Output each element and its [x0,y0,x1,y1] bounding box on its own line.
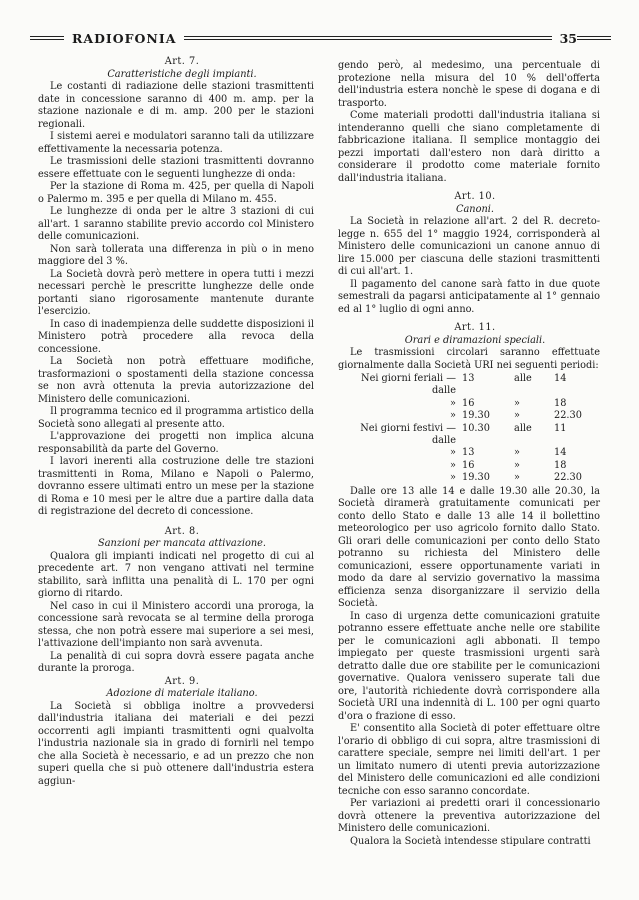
paragraph: La Società si obbliga inoltre a provvedersi dall'industria italiana dei materiali e dei pezzi occorrenti agli impianti trasmittenti ogni qualvolta l'industria nazionale sia in grado di fornirli nel tempo che alla Società è necessario, e ad un prezzo che non superi quella che si può ottenere dall'industria estera aggiun- [38,700,314,787]
schedule-to-label: » [514,410,520,422]
paragraph: Le costanti di radiazione delle stazioni trasmittenti date in concessione saranno di 400 m. amp. per la stazione nazionale e di m. amp. 200 per le stazioni regionali. [38,81,314,130]
art10-heading: Art. 10. [454,191,496,202]
art11-heading: Art. 11. [454,322,496,333]
schedule-row [338,398,600,410]
schedule-to-label: alle [514,373,532,384]
schedule-label: Nei giorni feriali — dalle [361,373,456,397]
schedule-to-label: » [514,447,520,459]
schedule-from: 13 [462,447,475,459]
art10-subtitle: Canoni. [456,203,494,215]
schedule-to: 11 [554,422,567,434]
schedule-label: » [450,410,456,422]
art7-heading: Art. 7. [164,56,200,67]
paragraph: Il programma tecnico ed il programma artistico della Società sono allegati al presente atto. [38,406,314,430]
paragraph: Per la stazione di Roma m. 425, per quella di Napoli o Palermo m. 395 e per quella di Milano m. 455. [38,181,314,205]
schedule-to: 18 [554,397,567,409]
schedule-row [338,373,600,398]
paragraph: La Società dovrà però mettere in opera tutti i mezzi necessari perchè le prescritte lunghezze delle onde portanti siano rigorosamente mantenute durante l'esercizio. [38,268,314,317]
paragraph: I sistemi aerei e modulatori saranno tali da utilizzare effettivamente la necessaria potenza. [38,131,314,155]
paragraph: Come materiali prodotti dall'industria italiana si intenderanno quelli che siano completamente di fabbricazione italiana. Il semplice montaggio dei pezzi importati dall'estero non darà diritto a considerare il prodotto come materiale fornito dall'industria italiana. [338,110,600,184]
schedule-row [338,410,600,422]
schedule-from: 16 [462,397,475,409]
art8-subtitle: Sanzioni per mancata attivazione. [98,538,266,549]
schedule-table [338,373,600,485]
paragraph: Il pagamento del canone sarà fatto in due quote semestrali da pagarsi anticipatamente al 1° gennaio ed al 1° luglio di ogni anno. [338,278,600,315]
schedule-from: 19.30 [462,472,490,484]
schedule-row [338,423,600,448]
paragraph: gendo però, al medesimo, una percentuale di protezione nella misura del 10 % dell'offerta dell'industria estera nonchè le spese di dogana e di trasporto. [338,60,600,109]
paragraph: Non sarà tollerata una differenza in più o in meno maggiore del 3 %. [38,243,314,267]
right-column [338,60,600,890]
paragraph: In caso di urgenza dette comunicazioni gratuite potranno essere effettuate anche nelle ore stabilite per le comunicazioni agli abbonati. Il tempo impiegato per queste trasmissioni urgenti sarà detratto dalle due ore stabilite per le comunicazioni governative. Qualora venissero superate tali due ore, l'autorità richiedente dovrà corrispondere alla Società URI una indennità di L. 100 per ogni quarto d'ora o frazione di esso. [338,610,600,722]
schedule-label: » [450,397,456,409]
schedule-label: Nei giorni festivi — dalle [360,422,456,447]
page-header [30,30,611,46]
art9-heading: Art. 9. [164,675,200,687]
paragraph: In caso di inadempienza delle suddette disposizioni il Ministero potrà procedere alla revoca della concessione. [38,318,314,355]
schedule-row [338,447,600,459]
art9-subtitle: Adozione di materiale italiano. [106,688,258,699]
schedule-from: 10.30 [462,422,490,434]
left-column [38,56,314,890]
art8-heading: Art. 8. [164,525,200,537]
schedule-to: 18 [554,459,567,471]
paragraph: Le trasmissioni delle stazioni trasmittenti dovranno essere effettuate con le seguenti lunghezze di onda: [38,156,314,180]
paragraph: Qualora la Società intendesse stipulare contratti [350,835,591,847]
schedule-to-label: » [514,459,520,471]
page-number: 35 [559,30,577,46]
paragraph: La Società non potrà effettuare modifiche, trasformazioni o spostamenti della stazione concessa se non avrà ottenuta la previa autorizzazione del Ministero delle comunicazioni. [38,356,314,405]
paragraph: Le trasmissioni circolari saranno effettuate giornalmente dalla Società URI nei seguenti periodi: [338,347,600,371]
schedule-to-label: » [514,472,520,484]
schedule-from: 13 [462,373,475,384]
schedule-to-label: » [514,397,520,409]
paragraph: E' consentito alla Società di poter effettuare oltre l'orario di obbligo di cui sopra, altre trasmissioni di carattere speciale, sempre nei limiti dell'art. 1 per un limitato numero di utenti previa autorizzazione del Ministero delle comunicazioni ed alle condizioni tecniche con esso saranno concordate. [338,723,600,797]
art7-subtitle: Caratteristiche degli impianti. [107,68,257,80]
schedule-to: 22.30 [554,410,582,422]
paragraph: L'approvazione dei progetti non implica alcuna responsabilità da parte del Governo. [38,431,314,455]
paragraph: Per variazioni ai predetti orari il concessionario dovrà ottenere la preventiva autorizzazione del Ministero delle comunicazioni. [338,798,600,835]
schedule-to: 22.30 [554,472,582,484]
schedule-label: » [450,472,456,484]
schedule-row [338,460,600,472]
art11-subtitle: Orari e diramazioni speciali. [404,334,546,346]
schedule-from: 16 [462,459,475,471]
schedule-to: 14 [554,373,567,384]
paragraph: La Società in relazione all'art. 2 del R. decreto-legge n. 655 del 1° maggio 1924, corrisponderà al Ministero delle comunicazioni un canone annuo di lire 15.000 per ciascuna delle stazioni trasmittenti di cui all'art. 1. [338,216,600,277]
header-rule-left [30,36,64,40]
paragraph: Nel caso in cui il Ministero accordi una proroga, la concessione sarà revocata se al termine della proroga stessa, che non potrà essere mai superiore a sei mesi, l'attivazione dell'impianto non sarà avvenuta. [38,600,314,649]
paragraph: Le lunghezze di onda per le altre 3 stazioni di cui all'art. 1 saranno stabilite previo accordo col Ministero delle comunicazioni. [38,206,314,242]
running-title: RADIOFONIA [72,30,177,46]
schedule-row [338,472,600,484]
paragraph: Dalle ore 13 alle 14 e dalle 19.30 alle 20.30, la Società diramerà gratuitamente comunicati per conto dello Stato e dalle 13 alle 14 il bollettino meteorologico per uso agricolo fornito dallo Stato. Gli orari delle comunicazioni per conto dello Stato potranno su richiesta del Ministero delle comunicazioni, essere opportunamente variati in modo da dare al servizio governativo la massima efficienza senza disorganizzare il servizio della Società. [338,485,600,610]
paragraph: I lavori inerenti alla costruzione delle tre stazioni trasmittenti in Roma, Milano e Napoli o Palermo, dovranno essere ultimati entro un mese per la stazione di Roma e 10 mesi per le altre due a partire dalla data di registrazione del decreto di concessione. [38,456,314,517]
schedule-from: 19.30 [462,410,490,422]
schedule-to-label: alle [514,422,532,434]
schedule-label: » [450,447,456,459]
header-rule-right [577,36,611,40]
schedule-label: » [450,459,456,471]
paragraph: La penalità di cui sopra dovrà essere pagata anche durante la proroga. [38,650,314,674]
paragraph: Qualora gli impianti indicati nel progetto di cui al precedente art. 7 non vengano attivati nel termine stabilito, sarà inflitta una penalità di L. 170 per ogni giorno di ritardo. [38,550,314,599]
header-rule-center [184,36,551,40]
schedule-to: 14 [554,447,567,459]
